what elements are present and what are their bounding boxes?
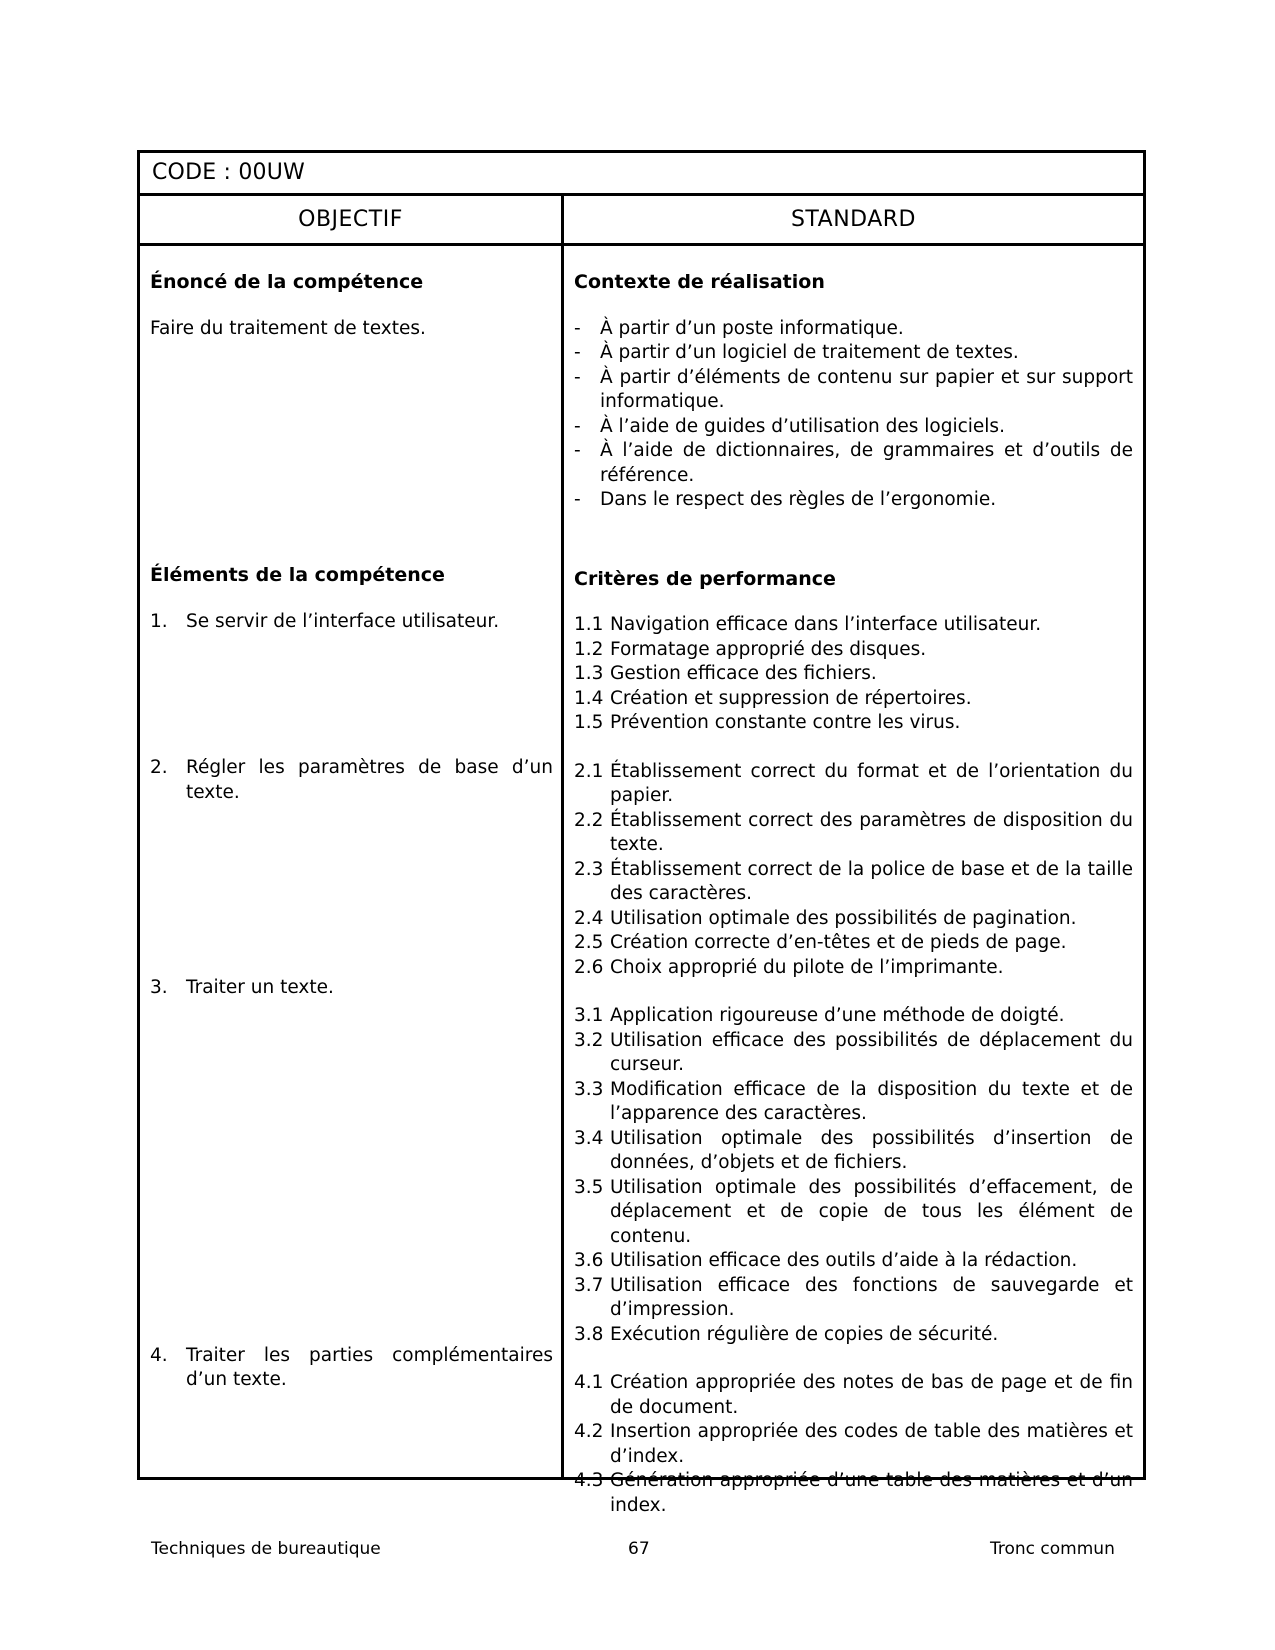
critere-item: 1.1 Navigation efficace dans l’interface utilisateur. xyxy=(574,614,1042,635)
objectif-column xyxy=(140,246,564,1477)
contexte-item: - À partir d’un poste informatique. xyxy=(574,317,904,339)
element-number: 1. xyxy=(150,610,168,632)
critere-item: 4.3 Génération appropriée d’une table des matières et d’un index. xyxy=(574,1470,1133,1516)
contexte-title: Contexte de réalisation xyxy=(574,271,825,293)
critere-item: 2.6 Choix approprié du pilote de l’imprimante. xyxy=(574,956,1004,978)
critere-item: 3.3 Modification efficace de la disposition du texte et de l’apparence des caractères. xyxy=(574,1078,1133,1124)
competency-table xyxy=(137,150,1146,1516)
contexte-item: - À partir d’un logiciel de traitement de textes. xyxy=(574,342,1019,363)
code-row xyxy=(140,153,1143,196)
critere-item: 4.2 Insertion appropriée des codes de table des matières et d’index. xyxy=(574,1421,1133,1467)
critere-item: 3.5 Utilisation optimale des possibilités d’effacement, de déplacement et de copie de tous les élément de contenu. xyxy=(574,1176,1133,1247)
criteres-group-4 xyxy=(574,1371,1133,1518)
element-number: 3. xyxy=(150,977,168,998)
standard-header: STANDARD xyxy=(790,207,917,232)
body-row xyxy=(140,246,1143,1516)
critere-item: 1.4 Création et suppression de répertoires. xyxy=(574,687,972,709)
element-number: 2. xyxy=(150,757,168,778)
element-text: Traiter un texte. xyxy=(186,977,334,998)
critere-item: 3.6 Utilisation efficace des outils d’aide à la rédaction. xyxy=(574,1250,1078,1271)
element-item xyxy=(150,610,553,635)
element-text: Traiter les parties complémentaires d’un texte. xyxy=(186,1344,553,1390)
critere-item: 3.1 Application rigoureuse d’une méthode de doigté. xyxy=(574,1005,1065,1026)
code-label: CODE : 00UW xyxy=(152,160,305,185)
critere-item: 2.4 Utilisation optimale des possibilités de pagination. xyxy=(574,907,1077,929)
header-row xyxy=(140,196,1143,246)
criteres-title: Critères de performance xyxy=(574,567,836,590)
contexte-item: - À partir d’éléments de contenu sur papier et sur support informatique. xyxy=(574,366,1133,412)
critere-item: 4.1 Création appropriée des notes de bas de page et de fin de document. xyxy=(574,1372,1133,1418)
critere-item: 3.4 Utilisation optimale des possibilités d’insertion de données, d’objets et de fichiers. xyxy=(574,1127,1133,1173)
criteres-group-2 xyxy=(574,760,1133,981)
elements-title: Éléments de la compétence xyxy=(150,564,445,586)
contexte-item: - À l’aide de guides d’utilisation des logiciels. xyxy=(574,415,1005,437)
element-number: 4. xyxy=(150,1344,168,1366)
element-item xyxy=(150,1344,553,1393)
element-item xyxy=(150,976,553,1001)
critere-item: 2.5 Création correcte d’en-têtes et de pieds de page. xyxy=(574,932,1067,953)
contexte-list xyxy=(574,317,1133,513)
footer-left: Techniques de bureautique xyxy=(151,1539,381,1559)
critere-item: 1.2 Formatage approprié des disques. xyxy=(574,638,927,660)
element-text: Se servir de l’interface utilisateur. xyxy=(186,610,500,632)
element-item xyxy=(150,756,553,805)
contexte-item: - Dans le respect des règles de l’ergonomie. xyxy=(574,489,997,510)
critere-item: 3.2 Utilisation efficace des possibilités de déplacement du curseur. xyxy=(574,1029,1133,1075)
critere-item: 1.5 Prévention constante contre les virus. xyxy=(574,712,961,733)
criteres-group-1 xyxy=(574,613,1133,736)
critere-item: 2.3 Établissement correct de la police de base et de la taille des caractères. xyxy=(574,858,1133,904)
critere-item: 2.1 Établissement correct du format et de l’orientation du papier. xyxy=(574,760,1133,806)
element-text: Régler les paramètres de base d’un texte. xyxy=(186,757,553,803)
critere-item: 3.8 Exécution régulière de copies de sécurité. xyxy=(574,1323,999,1345)
critere-item: 1.3 Gestion efficace des fichiers. xyxy=(574,663,877,684)
footer-right: Tronc commun xyxy=(990,1539,1115,1559)
objectif-header: OBJECTIF xyxy=(140,196,564,243)
standard-column xyxy=(564,246,1143,1516)
enonce-text: Faire du traitement de textes. xyxy=(150,317,426,339)
critere-item: 3.7 Utilisation efficace des fonctions de sauvegarde et d’impression. xyxy=(574,1274,1133,1320)
footer-page-number: 67 xyxy=(628,1539,650,1559)
contexte-item: - À l’aide de dictionnaires, de grammaires et d’outils de référence. xyxy=(574,440,1133,486)
criteres-group-3 xyxy=(574,1004,1133,1347)
enonce-title: Énoncé de la compétence xyxy=(150,271,424,293)
critere-item: 2.2 Établissement correct des paramètres de disposition du texte. xyxy=(574,809,1133,855)
